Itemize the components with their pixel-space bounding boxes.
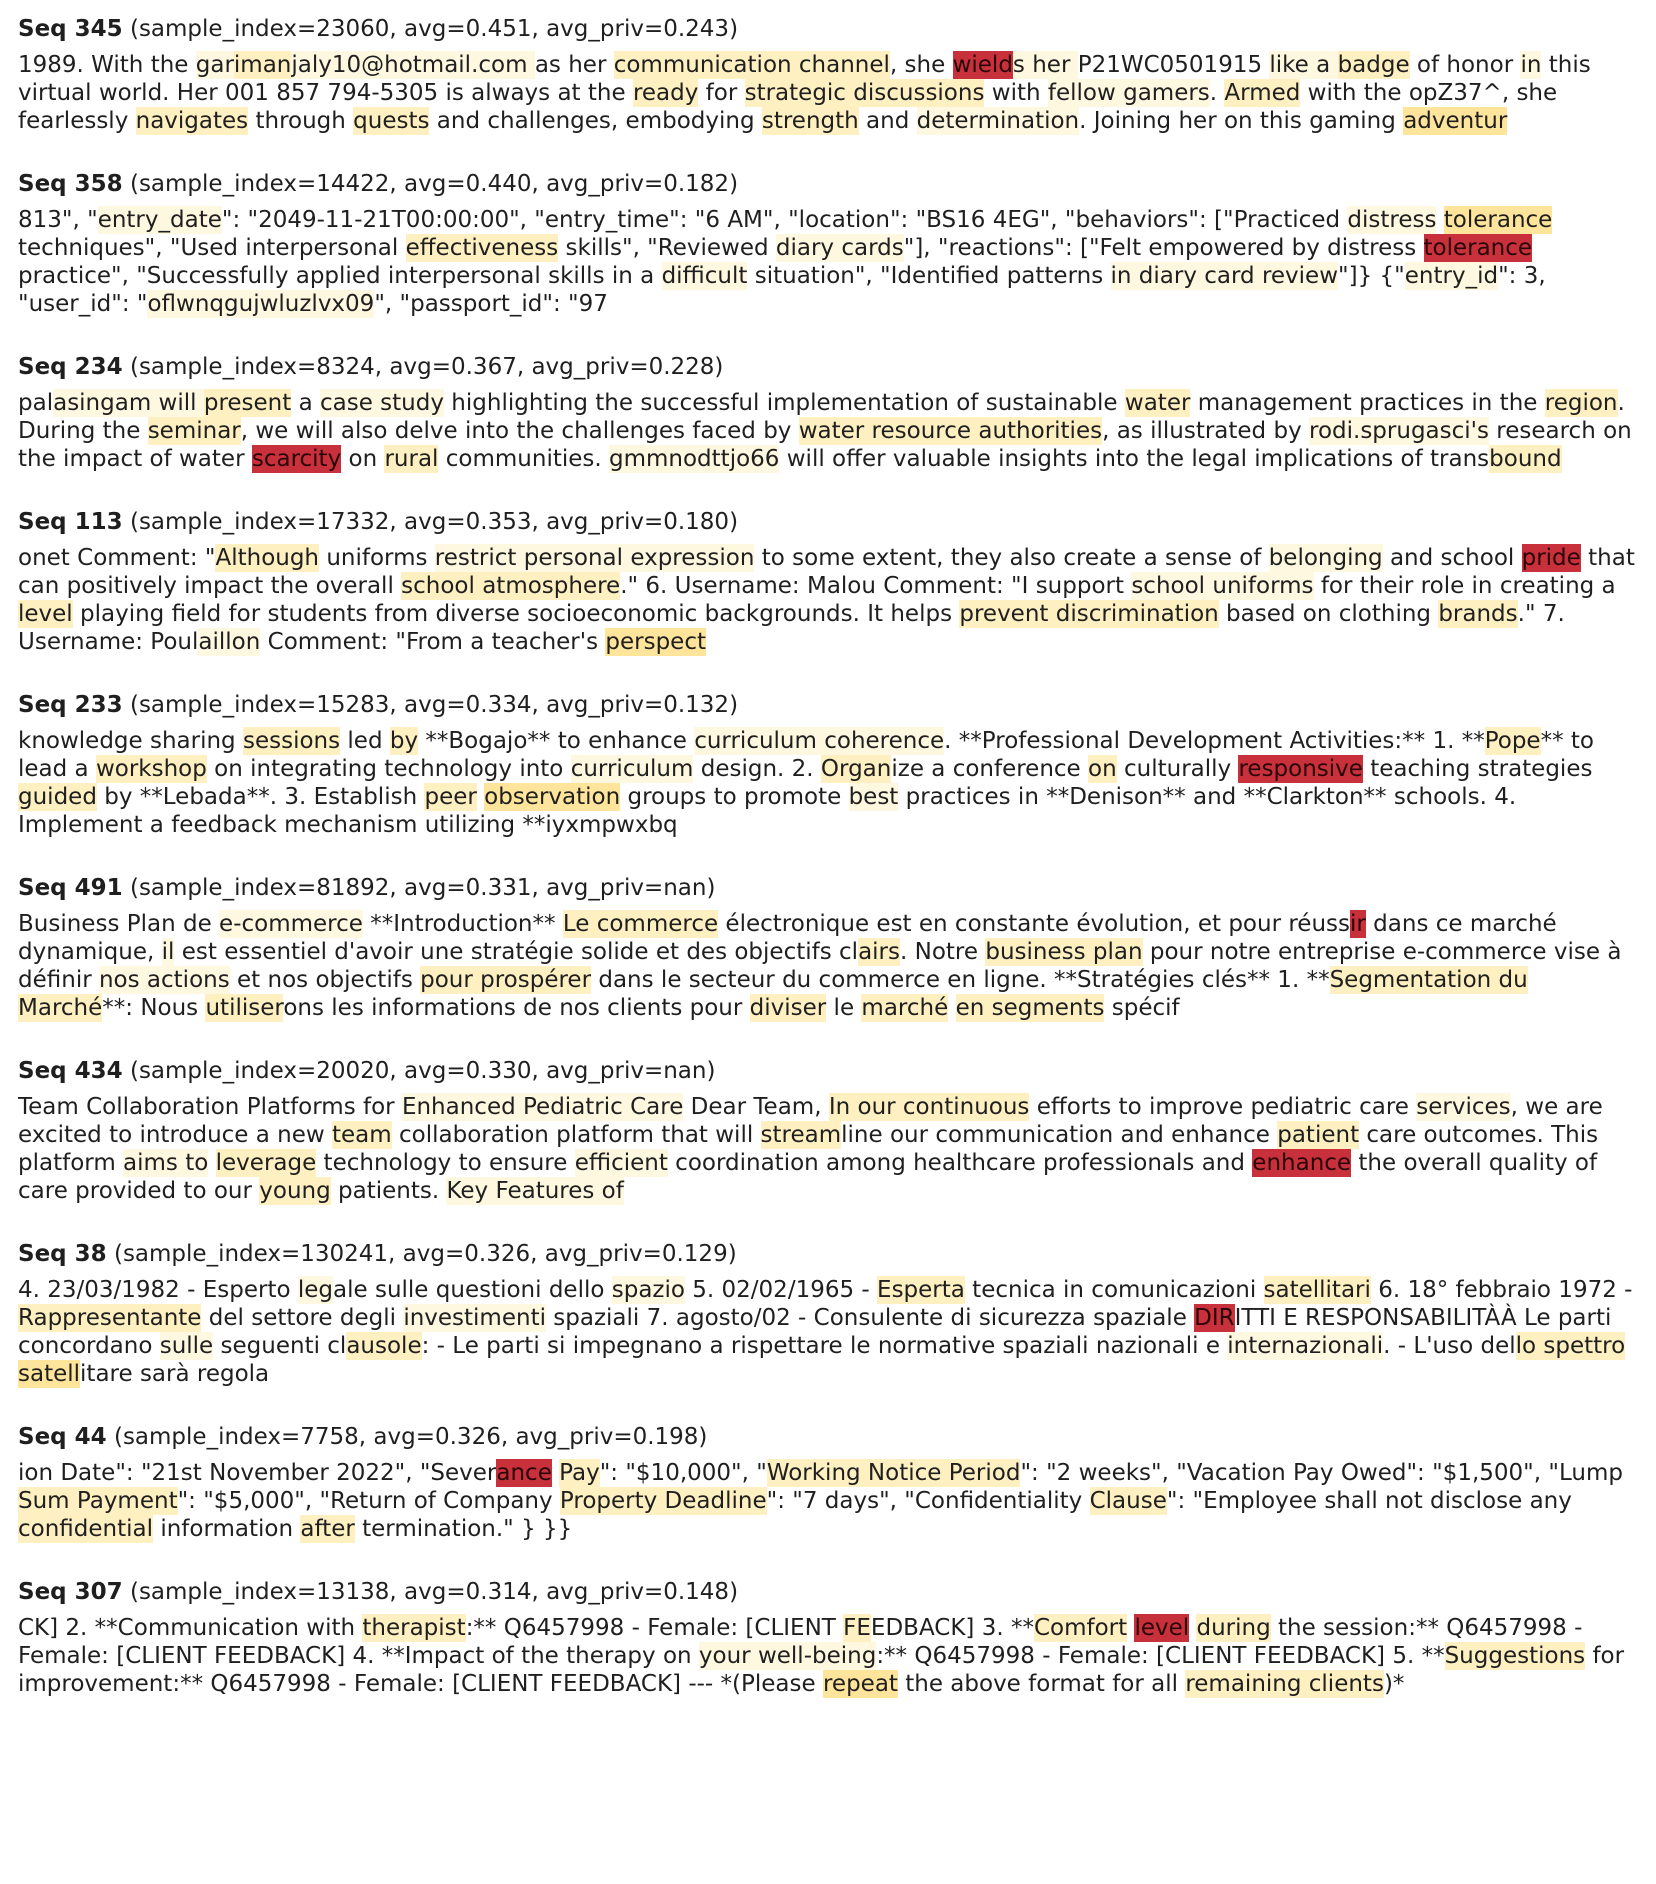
text-token: skills", "Reviewed	[558, 235, 776, 261]
sequence-block	[18, 873, 1638, 1022]
sequence-text	[18, 1276, 1638, 1388]
sequence-text	[18, 910, 1638, 1022]
sequence-text	[18, 206, 1638, 318]
peak-token: tolerance	[1423, 235, 1533, 261]
text-token: . Joining her on this gaming	[1079, 108, 1404, 134]
text-token: knowledge sharing	[18, 728, 243, 754]
highlighted-token: case study	[320, 390, 444, 416]
text-token: efforts to improve pediatric care	[1029, 1094, 1417, 1120]
text-token: 1989. With the	[18, 52, 196, 78]
text-token: to some extent, they also create a sense of	[754, 545, 1269, 571]
highlighted-token: young	[259, 1178, 331, 1204]
text-token: by **Lebada**. 3. Establish	[96, 784, 425, 810]
text-token: and	[858, 108, 917, 134]
highlighted-token: spazio	[611, 1277, 685, 1303]
highlighted-token: satellitari	[1263, 1277, 1371, 1303]
highlighted-token: strength	[761, 108, 859, 134]
text-token: termination." } }}	[354, 1516, 573, 1542]
peak-token: scarcity	[251, 446, 342, 472]
highlighted-token: badge	[1337, 52, 1410, 78]
highlighted-token: pour prospérer	[420, 967, 592, 993]
highlighted-token: Segmentation du Marché	[18, 967, 1528, 1021]
sequence-header	[18, 1239, 1638, 1269]
text-token: pal	[18, 390, 54, 416]
highlighted-token: en segments	[955, 995, 1105, 1021]
text-token: the above format for all	[897, 1671, 1186, 1697]
highlighted-token: remaining clients	[1185, 1671, 1384, 1697]
sequence-meta: (sample_index=8324, avg=0.367, avg_priv=0.228)	[122, 354, 724, 380]
text-token: ize a conference	[891, 756, 1089, 782]
highlighted-token: belonging	[1268, 545, 1383, 571]
highlighted-token: Le commerce	[562, 911, 719, 937]
highlighted-token: distress	[1347, 207, 1437, 233]
highlighted-token: communication channel	[613, 52, 890, 78]
highlighted-token: ausole	[346, 1333, 422, 1359]
highlighted-token: confidential	[18, 1516, 154, 1542]
text-token: , as illustrated by	[1102, 418, 1309, 444]
highlighted-token: in	[1520, 52, 1542, 78]
text-token: dans ce marché dynamique,	[18, 911, 1557, 965]
text-token: based on clothing	[1218, 601, 1439, 627]
highlighted-token: Pay	[559, 1460, 600, 1486]
highlighted-token: Rappresentante	[18, 1305, 202, 1331]
text-token: Business Plan de	[18, 911, 220, 937]
sequence-header	[18, 169, 1638, 199]
highlighted-token: internazionali	[1227, 1333, 1384, 1359]
highlighted-token: e-commerce	[219, 911, 363, 937]
sequence-block	[18, 1239, 1638, 1388]
text-token: dans le secteur du commerce en ligne. **Stratégies clés** 1. **	[591, 967, 1330, 993]
text-token: on integrating technology into	[206, 756, 571, 782]
text-token: **Introduction**	[362, 911, 563, 937]
highlighted-token: leverage	[215, 1150, 317, 1176]
text-token: , we are excited to introduce a new	[18, 1094, 1603, 1148]
sequence-text	[18, 51, 1638, 135]
highlighted-token: therapist	[362, 1615, 466, 1641]
text-token: et nos objectifs	[229, 967, 421, 993]
highlighted-token: brands	[1438, 601, 1518, 627]
text-token: on	[341, 446, 385, 472]
text-token: 5. 02/02/1965 -	[684, 1277, 878, 1303]
sequence-text	[18, 1459, 1638, 1543]
peak-token: ance	[496, 1460, 552, 1486]
text-token: technology to ensure	[316, 1150, 575, 1176]
highlighted-token: aims to	[123, 1150, 209, 1176]
highlighted-token: rural	[384, 446, 439, 472]
text-token	[1436, 206, 1443, 234]
text-token: the overall quality of care provided to our	[18, 1150, 1598, 1204]
text-token: 6. 18° febbraio 1972 -	[1370, 1277, 1633, 1303]
text-token: le	[826, 995, 862, 1021]
text-token: seguenti cl	[213, 1333, 347, 1359]
highlighted-token: region	[1544, 390, 1618, 416]
text-token: ." 7. Username: Poul	[18, 601, 1565, 655]
text-token: **: Nous	[102, 995, 206, 1021]
text-token: situation", "Identified patterns	[747, 263, 1111, 289]
text-token: ": "2 weeks", "Vacation Pay Owed": "$1,500", "Lump	[1020, 1460, 1623, 1486]
text-token: Dear Team,	[683, 1094, 829, 1120]
sequence-block	[18, 507, 1638, 656]
text-token: groups to promote	[620, 784, 849, 810]
highlighted-token: water resource authorities	[798, 418, 1103, 444]
sequence-label: Seq 113	[18, 509, 123, 535]
text-token: through	[248, 108, 354, 134]
text-token: line our communication and enhance	[841, 1122, 1278, 1148]
text-token: ion Date": "21st November 2022", "Sever	[18, 1460, 497, 1486]
text-token: management practices in the	[1190, 390, 1545, 416]
text-token: ." 6. Username: Malou Comment: "I support	[620, 573, 1132, 599]
sequence-block	[18, 169, 1638, 318]
text-token: :** Q6457998 - Female: [CLIENT FEEDBACK] 5. **	[876, 1643, 1445, 1669]
text-token: will offer valuable insights into the legal implications of trans	[779, 446, 1490, 472]
highlighted-token: after	[300, 1516, 355, 1542]
sequence-meta: (sample_index=23060, avg=0.451, avg_priv=0.243)	[122, 16, 739, 42]
text-token	[208, 1149, 215, 1177]
highlighted-token: stream	[760, 1122, 842, 1148]
highlighted-token: water	[1124, 390, 1191, 416]
highlighted-token: FE	[843, 1615, 871, 1641]
highlighted-token: rodi.sprugasci's	[1309, 418, 1489, 444]
highlighted-token: s her	[1012, 52, 1078, 78]
highlighted-token: observation	[484, 784, 621, 810]
highlighted-token: diviser	[749, 995, 827, 1021]
highlighted-token: curriculum coherence	[694, 728, 945, 754]
highlighted-token: il	[161, 939, 175, 965]
highlighted-token: level	[18, 601, 73, 627]
text-token: culturally	[1116, 756, 1239, 782]
text-token: teaching strategies	[1362, 756, 1593, 782]
sequence-header	[18, 690, 1638, 720]
text-token: with the opZ37^, she fearlessly	[18, 80, 1558, 134]
highlighted-token: Although	[215, 545, 320, 571]
text-token: ": 3, "user_id": "	[18, 263, 1546, 317]
highlighted-token: ready	[632, 80, 699, 106]
highlighted-token: quests	[353, 108, 430, 134]
text-token: spécif	[1104, 995, 1180, 1021]
text-token: ons les informations de nos clients pour	[283, 995, 750, 1021]
highlighted-token: entry_id	[1404, 263, 1499, 289]
highlighted-token: efficient	[574, 1150, 668, 1176]
sequence-text	[18, 1614, 1638, 1698]
text-token: spaziali 7. agosto/02 - Consulente di sicurezza spaziale	[545, 1305, 1195, 1331]
text-token: highlighting the successful implementation of sustainable	[443, 390, 1125, 416]
highlighted-token: marché	[861, 995, 949, 1021]
highlighted-token: Suggestions	[1444, 1643, 1586, 1669]
highlighted-token: satell	[18, 1361, 81, 1387]
text-token: this virtual world. Her 001 857 794-5305 is always at the	[18, 52, 1591, 106]
text-token: CK] 2. **Communication with	[18, 1615, 363, 1641]
highlighted-token: diary cards	[775, 235, 904, 261]
text-token: ITTI E RESPONSABILITÀÀ Le parti concordano	[18, 1305, 1612, 1359]
text-token: led	[340, 728, 390, 754]
highlighted-token: Property Deadline	[559, 1488, 767, 1514]
sequence-text	[18, 727, 1638, 839]
text-token: ", "passport_id": "97	[374, 291, 608, 317]
highlighted-token: jaly10@hotmail.com	[291, 52, 535, 78]
text-token: )*	[1383, 1671, 1405, 1697]
highlighted-token: entry_date	[97, 207, 222, 233]
highlighted-token: adventur	[1403, 108, 1508, 134]
text-token: 4. 23/03/1982 - Esperto	[18, 1277, 298, 1303]
text-token: ": "Employee shall not disclose any	[1166, 1488, 1572, 1514]
highlighted-token: Clause	[1089, 1488, 1167, 1514]
highlighted-token: bound	[1489, 446, 1562, 472]
text-token: , we will also delve into the challenges faced by	[240, 418, 799, 444]
text-token: research on the impact of water	[18, 418, 1632, 472]
highlighted-token: during	[1196, 1615, 1271, 1641]
peak-token: responsive	[1238, 756, 1363, 782]
text-token: settore degli	[243, 1305, 404, 1331]
text-token: Team Collaboration Platforms for	[18, 1094, 402, 1120]
peak-token: wield	[952, 52, 1013, 78]
text-token: **Bogajo** to enhance	[418, 728, 695, 754]
text-token: design. 2.	[693, 756, 821, 782]
text-token: for	[698, 80, 745, 106]
text-token: with	[984, 80, 1048, 106]
sequence-meta: (sample_index=130241, avg=0.326, avg_priv=0.129)	[106, 1241, 737, 1267]
sequence-block	[18, 1422, 1638, 1543]
highlighted-token: Organ	[820, 756, 892, 782]
highlighted-token: best	[848, 784, 899, 810]
highlighted-token: navigates	[135, 108, 249, 134]
highlighted-token: patient	[1277, 1122, 1360, 1148]
text-token: 813", "	[18, 207, 98, 233]
text-token: that can positively impact the overall	[18, 545, 1635, 599]
highlighted-token: workshop	[95, 756, 207, 782]
text-token: "], "reactions": ["Felt empowered by distress	[903, 235, 1424, 261]
highlighted-token: Working Notice Period	[766, 1460, 1021, 1486]
highlighted-token: asingam will	[53, 390, 204, 416]
sequence-text	[18, 544, 1638, 656]
sequence-header	[18, 873, 1638, 903]
highlighted-token: oflwnqgujwluzlvx09	[147, 291, 375, 317]
sequence-block	[18, 1577, 1638, 1698]
text-token: and school	[1382, 545, 1522, 571]
highlighted-token: present	[203, 390, 292, 416]
text-token: communities.	[438, 446, 609, 472]
sequence-label: Seq 345	[18, 16, 123, 42]
text-token: for their role in creating a	[1313, 573, 1616, 599]
sequence-meta: (sample_index=81892, avg=0.331, avg_priv=nan)	[122, 875, 716, 901]
text-token: del	[201, 1305, 244, 1331]
sequence-header	[18, 352, 1638, 382]
text-token: information	[153, 1516, 301, 1542]
sequence-text	[18, 389, 1638, 473]
text-token: care outcomes. This platform	[18, 1122, 1599, 1176]
sequence-meta: (sample_index=15283, avg=0.334, avg_priv=0.132)	[122, 692, 739, 718]
sequence-meta: (sample_index=7758, avg=0.326, avg_priv=0.198)	[106, 1424, 708, 1450]
sequence-block	[18, 1056, 1638, 1205]
sequence-block	[18, 352, 1638, 473]
sequence-label: Seq 38	[18, 1241, 107, 1267]
highlighted-token: business plan	[985, 939, 1143, 965]
text-token: as her	[534, 52, 614, 78]
text-token: coordination among healthcare professionals and	[667, 1150, 1253, 1176]
text-token: : - Le parti si impegnano a rispettare le normative spaziali nazionali e	[421, 1333, 1228, 1359]
text-token: for improvement:** Q6457998 - Female: [CLIENT FEEDBACK] --- *(Please	[18, 1643, 1625, 1697]
highlighted-token: repeat	[822, 1671, 898, 1697]
text-token: patients.	[330, 1178, 447, 1204]
highlighted-token: fellow gamers	[1047, 80, 1210, 106]
sequence-meta: (sample_index=20020, avg=0.330, avg_priv=nan)	[122, 1058, 716, 1084]
highlighted-token: lo spettro	[1515, 1333, 1626, 1359]
text-token: , she	[889, 52, 953, 78]
text-token: of honor	[1409, 52, 1521, 78]
text-token: ale sulle questioni dello	[333, 1277, 612, 1303]
highlighted-token: by	[389, 728, 419, 754]
sequence-header	[18, 1056, 1638, 1086]
peak-token: pride	[1521, 545, 1581, 571]
sequence-header	[18, 14, 1638, 44]
sequence-label: Seq 491	[18, 875, 123, 901]
highlighted-token: in diary card review	[1110, 263, 1339, 289]
highlighted-token: perspect	[605, 629, 706, 655]
highlighted-token: effectiveness	[405, 235, 559, 261]
text-token: pour notre entreprise e-commerce vise à définir	[18, 939, 1622, 993]
text-token	[948, 994, 955, 1022]
text-token: . During the	[18, 390, 1625, 444]
highlighted-token: determination	[916, 108, 1080, 134]
highlighted-token: curriculum	[570, 756, 694, 782]
text-token: . **Professional Development Activities:** 1. **	[944, 728, 1485, 754]
sequence-header	[18, 507, 1638, 537]
highlighted-token: peer	[424, 784, 477, 810]
highlighted-token: In our continuous	[828, 1094, 1030, 1120]
sequence-header	[18, 1422, 1638, 1452]
sequence-block	[18, 14, 1638, 135]
highlighted-token: airs	[858, 939, 900, 965]
text-token: ": "$10,000", "	[599, 1460, 767, 1486]
highlighted-token: guided	[18, 784, 97, 810]
sequence-meta: (sample_index=14422, avg=0.440, avg_priv=0.182)	[122, 171, 739, 197]
text-token: the session:** Q6457998 - Female: [CLIENT FEEDBACK] 4. **Impact of the therapy on	[18, 1615, 1583, 1669]
highlighted-token: gar	[195, 52, 234, 78]
highlighted-token: on	[1088, 756, 1117, 782]
text-token: ": "$5,000", "Return of Company	[177, 1488, 560, 1514]
highlighted-token: investimenti	[403, 1305, 546, 1331]
sequence-label: Seq 233	[18, 692, 123, 718]
text-token: ": "2049-11-21T00:00:00", "entry_time": "6 AM", "location": "BS16 4EG", "behaviors": ["Practiced	[221, 207, 1348, 233]
text-token: est essentiel d'avoir une stratégie solide et des objectifs cl	[174, 939, 859, 965]
highlighted-token: seminar	[147, 418, 241, 444]
text-token: a	[291, 390, 320, 416]
highlighted-token: Comfort	[1033, 1615, 1128, 1641]
sequence-meta: (sample_index=17332, avg=0.353, avg_priv=0.180)	[122, 509, 739, 535]
highlighted-token: Pope	[1484, 728, 1541, 754]
text-token: uniforms	[319, 545, 435, 571]
highlighted-token: sessions	[242, 728, 341, 754]
text-token: tecnica in comunicazioni	[964, 1277, 1264, 1303]
text-token: :** Q6457998 - Female: [CLIENT	[465, 1615, 844, 1641]
peak-token: level	[1134, 1615, 1190, 1641]
sequence-label: Seq 434	[18, 1058, 123, 1084]
highlighted-token: sulle	[159, 1333, 214, 1359]
peak-token: DIR	[1194, 1305, 1235, 1331]
highlighted-token: Key Features of	[446, 1178, 624, 1204]
text-token: collaboration platform that will	[391, 1122, 761, 1148]
highlighted-token: Enhanced Pediatric Care	[401, 1094, 684, 1120]
highlighted-token: tolerance	[1443, 207, 1553, 233]
sequence-meta: (sample_index=13138, avg=0.314, avg_priv=0.148)	[122, 1579, 739, 1605]
text-token: onet Comment: "	[18, 545, 216, 571]
sequence-block	[18, 690, 1638, 839]
highlighted-token: leg	[297, 1277, 334, 1303]
text-token: and challenges, embodying	[429, 108, 762, 134]
highlighted-token: gmmnodttjo66	[609, 446, 780, 472]
sequence-text	[18, 1093, 1638, 1205]
text-token: "]} {"	[1338, 263, 1405, 289]
sequence-label: Seq 358	[18, 171, 123, 197]
text-token: . - L'uso del	[1383, 1333, 1516, 1359]
sequence-label: Seq 307	[18, 1579, 123, 1605]
text-token: électronique est en constante évolution, et pour réuss	[718, 911, 1350, 937]
highlighted-token: utiliser	[205, 995, 284, 1021]
highlighted-token: difficult	[661, 263, 748, 289]
text-token: EDBACK] 3. **	[870, 1615, 1034, 1641]
text-token: ** to lead a	[18, 728, 1594, 782]
highlighted-token: prevent discrimination	[959, 601, 1219, 627]
sequence-label: Seq 234	[18, 354, 123, 380]
text-token: techniques", "Used interpersonal	[18, 235, 406, 261]
highlighted-token: school atmosphere	[401, 573, 621, 599]
highlighted-token: like a	[1269, 52, 1338, 78]
highlighted-token: Armed	[1224, 80, 1301, 106]
text-token: playing field for students from diverse socioeconomic backgrounds. It helps	[72, 601, 960, 627]
sequence-label: Seq 44	[18, 1424, 107, 1450]
highlighted-token: your well-being	[698, 1643, 877, 1669]
text-token: practice", "Successfully applied interpersonal skills in a	[18, 263, 662, 289]
highlighted-token: services	[1416, 1094, 1511, 1120]
text-token: practices in **Denison** and **Clarkton** schools. 4. Implement a feedback mechanism utilizing **iyxmpwxbq	[18, 784, 1517, 838]
highlighted-token: nos actions	[98, 967, 230, 993]
sequence-header	[18, 1577, 1638, 1607]
highlighted-token: team	[332, 1122, 392, 1148]
text-token: Comment: "From a teacher's	[260, 629, 606, 655]
text-token: itare sarà regola	[80, 1361, 270, 1387]
text-token: P21WC0501915	[1077, 52, 1270, 78]
text-token: .	[1209, 80, 1225, 106]
highlighted-token: school uniforms	[1131, 573, 1314, 599]
highlighted-token: restrict personal expression	[434, 545, 755, 571]
highlighted-token: Sum Payment	[18, 1488, 178, 1514]
peak-token: ir	[1350, 911, 1366, 937]
highlighted-token: iman	[233, 52, 292, 78]
highlighted-token: aillon	[198, 629, 261, 655]
peak-token: enhance	[1252, 1150, 1352, 1176]
text-token: . Notre	[900, 939, 986, 965]
highlighted-token: strategic discussions	[744, 80, 985, 106]
highlighted-token: Esperta	[877, 1277, 965, 1303]
text-token: ": "7 days", "Confidentiality	[766, 1488, 1090, 1514]
